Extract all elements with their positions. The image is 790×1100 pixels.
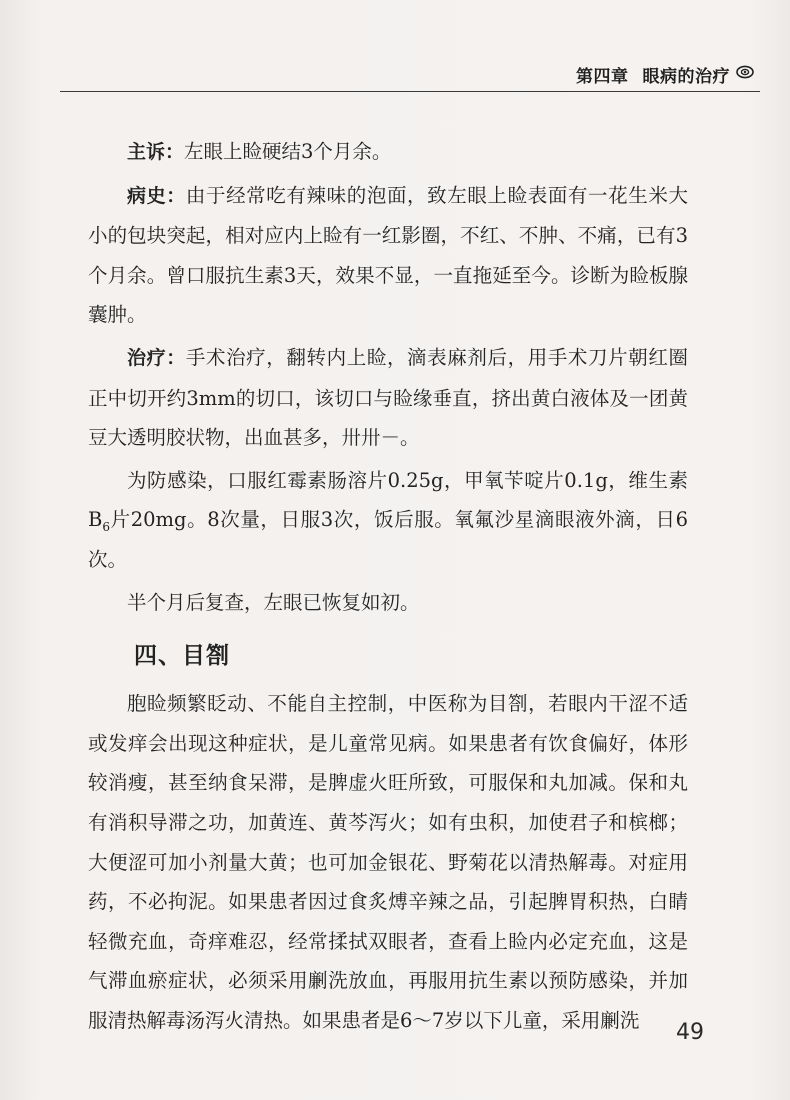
body-text (88, 132, 688, 1043)
running-head (576, 62, 730, 87)
prevention-text-b: 片20mg。8次量，日服3次，饭后服。氧氟沙星滴眼液外滴，日6次。 (88, 508, 688, 571)
complaint-paragraph (88, 132, 688, 173)
page-number: 49 (676, 1020, 704, 1045)
header-rule (60, 91, 760, 92)
history-text: 由于经常吃有辣味的泡面，致左眼上睑表面有一花生米大小的包块突起，相对应内上睑有一红影圈，不红、不肿、不痛，已有3个月余。曾口服抗生素3天，效果不显，一直拖延至今。诊断为睑板腺囊肿。 (88, 183, 688, 327)
eye-icon (736, 65, 754, 79)
followup-paragraph: 半个月后复查，左眼已恢复如初。 (127, 590, 420, 614)
history-paragraph (88, 176, 688, 335)
vitamin-subscript: 6 (102, 520, 110, 535)
complaint-text: 左眼上睑硬结3个月余。 (184, 140, 392, 163)
complaint-label: 主诉： (127, 141, 185, 163)
page-header (60, 58, 760, 92)
prevention-paragraph (88, 461, 688, 580)
treatment-text: 手术治疗，翻转内上睑，滴表麻剂后，用手术刀片朝红圈正中切开约3mm的切口，该切口与睑缘垂直，挤出黄白液体及一团黄豆大透明胶状物，出血甚多，卅卅－。 (88, 345, 688, 450)
treatment-paragraph (88, 338, 688, 458)
treatment-label: 治疗： (127, 346, 186, 369)
section-paragraph: 胞睑频繁眨动、不能自主控制，中医称为目劄，若眼内干涩不适或发痒会出现这种症状，是儿童常见病。如果患者有饮食偏好，体形较消瘦，甚至纳食呆滞，是脾虚火旺所致，可服保和丸加减。保和丸有消积导滞之功，加黄连、黄芩泻火；如有虫积，加使君子和槟榔；大便涩可加小剂量大黄；也可加金银花、野菊花以清热解毒。对症用药，不必拘泥。如果患者因过食炙煿辛辣之品，引起脾胃积热，白睛轻微充血，奇痒难忍，经常揉拭双眼者，查看上睑内必定充血，这是气滞血瘀症状，必须采用劆洗放血，再服用抗生素以预防感染，并加服清热解毒汤泻火清热。如果患者是6～7岁以下儿童，采用劆洗 (88, 692, 688, 1032)
chapter-number: 第四章 (576, 67, 629, 87)
history-label: 病史： (127, 184, 186, 207)
prevention-text-a: 为防感染，口服红霉素肠溶片0.25g，甲氧苄啶片0.1g，维生素B (88, 468, 688, 532)
section-heading: 四、目劄 (134, 643, 230, 670)
chapter-title: 眼病的治疗 (642, 67, 730, 87)
